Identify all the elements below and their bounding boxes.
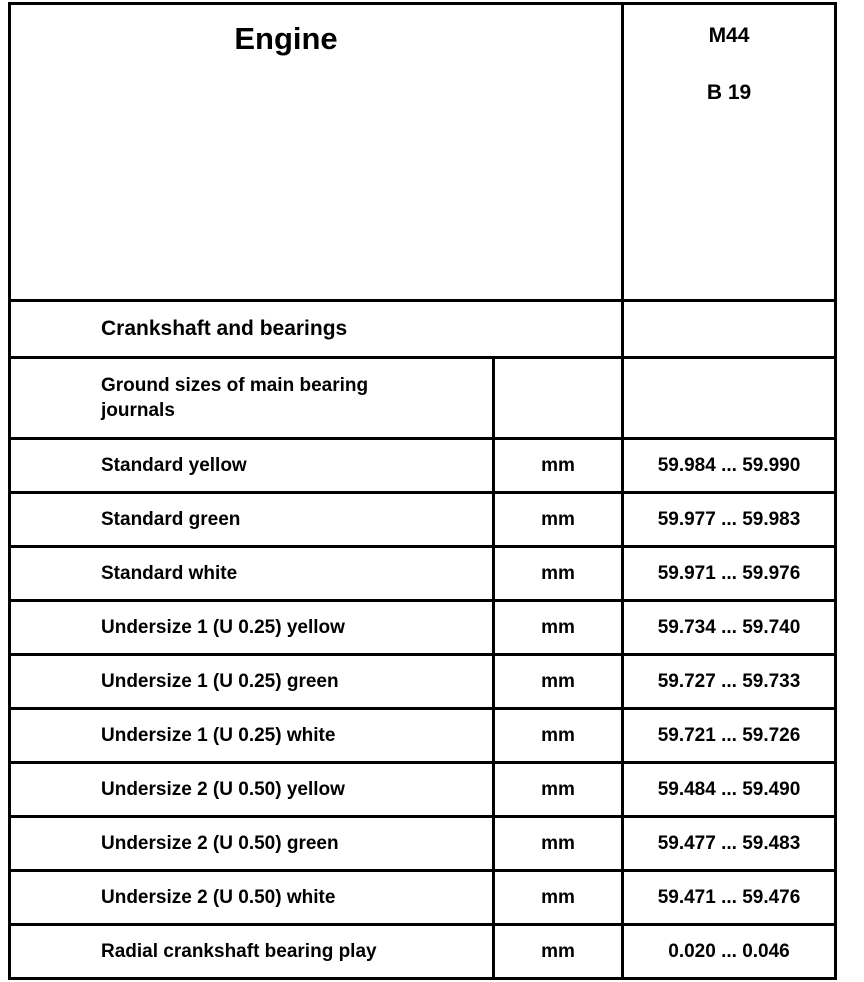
model-code: M44 xyxy=(708,24,750,47)
section-row xyxy=(10,301,836,358)
row-label: Undersize 2 (U 0.50) white xyxy=(10,871,494,925)
engine-header-cell xyxy=(10,4,623,301)
row-unit: mm xyxy=(494,601,623,655)
row-label: Undersize 2 (U 0.50) green xyxy=(10,817,494,871)
model-header-cell xyxy=(623,4,836,301)
row-unit: mm xyxy=(494,493,623,547)
row-value: 59.977 ... 59.983 xyxy=(623,493,836,547)
row-label: Undersize 1 (U 0.25) yellow xyxy=(10,601,494,655)
table-row xyxy=(10,655,836,709)
engine-title: Engine xyxy=(234,21,338,56)
spec-table xyxy=(8,2,837,980)
header-row xyxy=(10,4,836,301)
row-value: 59.971 ... 59.976 xyxy=(623,547,836,601)
table-row xyxy=(10,493,836,547)
row-value: 59.734 ... 59.740 xyxy=(623,601,836,655)
table-row xyxy=(10,817,836,871)
row-label: Radial crankshaft bearing play xyxy=(10,925,494,979)
row-label: Undersize 2 (U 0.50) yellow xyxy=(10,763,494,817)
row-label: Standard white xyxy=(10,547,494,601)
subheader-value-cell xyxy=(623,358,836,439)
model-variant: B 19 xyxy=(706,81,752,104)
row-value: 0.020 ... 0.046 xyxy=(623,925,836,979)
table-row xyxy=(10,439,836,493)
row-unit: mm xyxy=(494,871,623,925)
row-label: Standard green xyxy=(10,493,494,547)
row-label: Undersize 1 (U 0.25) white xyxy=(10,709,494,763)
row-value: 59.984 ... 59.990 xyxy=(623,439,836,493)
row-label: Standard yellow xyxy=(10,439,494,493)
row-unit: mm xyxy=(494,655,623,709)
table-row xyxy=(10,601,836,655)
row-value: 59.471 ... 59.476 xyxy=(623,871,836,925)
table-row xyxy=(10,547,836,601)
row-label: Undersize 1 (U 0.25) green xyxy=(10,655,494,709)
subheader-unit-cell xyxy=(494,358,623,439)
row-unit: mm xyxy=(494,817,623,871)
row-value: 59.477 ... 59.483 xyxy=(623,817,836,871)
table-row xyxy=(10,709,836,763)
row-value: 59.727 ... 59.733 xyxy=(623,655,836,709)
table-row xyxy=(10,871,836,925)
subheader-label: Ground sizes of main bearing journals xyxy=(101,375,369,421)
table-row xyxy=(10,925,836,979)
row-unit: mm xyxy=(494,439,623,493)
row-unit: mm xyxy=(494,925,623,979)
row-unit: mm xyxy=(494,709,623,763)
row-unit: mm xyxy=(494,763,623,817)
section-title: Crankshaft and bearings xyxy=(10,301,623,358)
section-value-cell xyxy=(623,301,836,358)
table-row xyxy=(10,763,836,817)
row-unit: mm xyxy=(494,547,623,601)
subheader-label-cell xyxy=(10,358,494,439)
subheader-row xyxy=(10,358,836,439)
row-value: 59.484 ... 59.490 xyxy=(623,763,836,817)
row-value: 59.721 ... 59.726 xyxy=(623,709,836,763)
